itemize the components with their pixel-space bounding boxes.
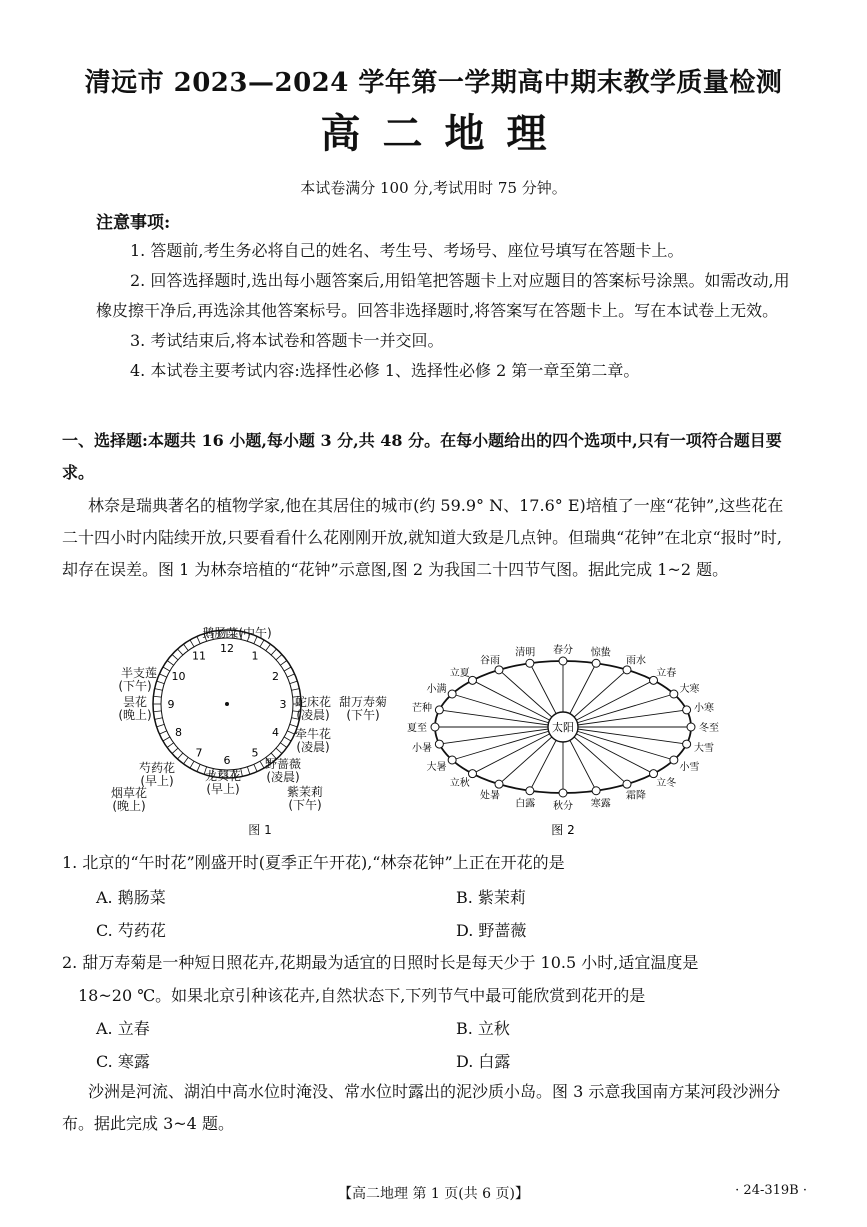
label-tanhua-time: (晚上): [118, 708, 152, 722]
solar-terms-diagram: [398, 640, 728, 840]
notice-item: 2. 回答选择题时,选出每小题答案后,用铅笔把答题卡上对应题目的答案标号涂黑。如需改动,用橡皮擦干净后,再选涂其他答案标号。回答非选择题时,将答案写在答题卡上。写在本试卷上无效。: [96, 271, 790, 320]
term-spoke: [563, 694, 674, 727]
term-label: 谷雨: [480, 655, 500, 667]
clock-tick: [260, 761, 264, 768]
label-longkui: 龙葵花: [204, 769, 242, 783]
clock-tick: [287, 674, 294, 677]
clock-tick: [159, 731, 166, 734]
term-point: [592, 659, 600, 667]
term-point: [468, 770, 476, 778]
clock-number: 4: [271, 726, 279, 739]
term-spoke: [452, 694, 563, 727]
clock-number: 3: [279, 698, 287, 711]
label-yeqiangwei: 野蔷薇: [264, 757, 302, 771]
clock-number: 5: [251, 746, 259, 760]
label-qianniu: 牵牛花: [294, 727, 332, 741]
term-spoke: [563, 710, 687, 727]
term-point: [559, 657, 567, 665]
term-point: [495, 780, 503, 788]
figure-2-caption: 图 2: [551, 823, 575, 837]
term-point: [526, 659, 534, 667]
label-qianniu-time: (凌晨): [296, 740, 330, 754]
term-label: 小暑: [411, 743, 432, 755]
term-label: 立夏: [449, 667, 470, 679]
clock-tick: [153, 696, 161, 697]
clock-tick: [280, 743, 286, 748]
clock-tick: [284, 737, 291, 741]
term-label: 霜降: [626, 790, 646, 802]
question-2-stem-cont: 18~20 ℃。如果北京引种该花卉,自然状态下,下列节气中最可能欣赏到花开的是: [78, 986, 646, 1005]
label-zimoli: 紫茉莉: [286, 785, 324, 799]
label-yancao: 烟草花: [110, 786, 148, 800]
flower-clock-diagram: [95, 622, 395, 840]
term-point: [448, 756, 456, 764]
label-longkui-time: (早上): [206, 782, 240, 796]
paper-code: · 24-319B ·: [735, 1183, 807, 1198]
clock-tick: [287, 731, 294, 734]
notice-item: 1. 答题前,考生务必将自己的姓名、考生号、考场号、座位号填写在答题卡上。: [130, 241, 684, 260]
clock-tick: [280, 661, 286, 666]
term-point: [623, 666, 631, 674]
q2-option-c[interactable]: C. 寒露: [96, 1052, 150, 1071]
clock-tick: [184, 644, 189, 650]
label-zimoli-time: (下午): [288, 798, 322, 812]
clock-tick: [276, 748, 282, 753]
clock-number: 10: [171, 670, 186, 683]
label-tianwanshouju: 甜万寿菊: [338, 695, 388, 709]
q2-option-a[interactable]: A. 立春: [96, 1019, 150, 1038]
term-spoke: [439, 710, 563, 727]
question-1-stem: 1. 北京的“午时花”刚盛开时(夏季正午开花),“林奈花钟”上正在开花的是: [62, 853, 565, 872]
notice-heading: 注意事项:: [96, 213, 171, 233]
clock-tick: [163, 667, 170, 671]
term-label: 处暑: [480, 790, 500, 802]
term-label: 寒露: [590, 798, 611, 810]
clock-tick: [172, 748, 178, 753]
label-banzhilian-time: (下午): [118, 679, 152, 693]
clock-tick: [247, 767, 249, 775]
notice-item: 4. 本试卷主要考试内容:选择性必修 1、选择性必修 2 第一章至第二章。: [130, 361, 640, 380]
notice-item: 3. 考试结束后,将本试卷和答题卡一并交回。: [130, 331, 444, 350]
clock-tick: [254, 764, 257, 771]
clock-tick: [197, 764, 200, 771]
q1-option-a[interactable]: A. 鹅肠菜: [96, 888, 166, 907]
term-label: 芒种: [411, 702, 432, 714]
term-label: 秋分: [553, 801, 573, 812]
term-label: 大暑: [426, 762, 447, 773]
term-label: 大雪: [694, 743, 715, 755]
clock-tick: [284, 667, 291, 671]
label-shaoyao: 芍药花: [138, 761, 176, 775]
clock-tick: [266, 644, 271, 650]
term-label: 惊蛰: [590, 647, 611, 659]
section-heading: 一、选择题:本题共 16 小题,每小题 3 分,共 48 分。在每小题给出的四个选项中,只有一项符合题目要求。: [62, 431, 782, 482]
label-banzhilian: 半支莲: [120, 666, 158, 680]
term-point: [683, 740, 691, 748]
term-point: [623, 780, 631, 788]
term-label: 大寒: [679, 684, 700, 695]
term-label: 小满: [426, 684, 447, 695]
clock-tick: [271, 649, 276, 655]
clock-tick: [153, 711, 161, 712]
clock-number: 6: [223, 754, 231, 767]
term-point: [592, 787, 600, 795]
clock-number: 8: [175, 726, 183, 739]
term-point: [526, 787, 534, 795]
q2-option-d[interactable]: D. 白露: [456, 1052, 511, 1071]
clock-tick: [155, 718, 163, 720]
label-tianwanshouju-time: (下午): [346, 708, 380, 722]
notice-list: [96, 236, 796, 386]
figure-2: [398, 640, 728, 840]
term-point: [559, 789, 567, 797]
term-point: [650, 770, 658, 778]
label-shaoyao-time: (早上): [140, 774, 174, 788]
term-spoke: [563, 727, 687, 744]
sun-label: 太阳: [552, 721, 574, 734]
passage-2: [62, 1076, 797, 1140]
term-point: [495, 666, 503, 674]
clock-number: 1: [251, 649, 259, 663]
clock-tick: [197, 636, 200, 643]
clock-number: 2: [271, 670, 279, 683]
term-point: [687, 723, 695, 731]
term-label: 雨水: [626, 655, 646, 667]
term-label: 春分: [553, 645, 573, 656]
clock-tick: [177, 649, 182, 655]
passage-1: [62, 490, 797, 586]
term-label: 立春: [656, 667, 677, 679]
term-point: [670, 690, 678, 698]
term-spoke: [563, 727, 674, 760]
term-label: 小寒: [694, 702, 715, 714]
label-shechuang: 蛇床花: [294, 695, 332, 709]
clock-tick: [167, 661, 173, 666]
clock-tick: [190, 761, 194, 768]
clock-tick: [172, 654, 178, 659]
term-label: 冬至: [699, 723, 719, 734]
figure-1: [95, 622, 395, 840]
term-point: [435, 706, 443, 714]
clock-tick: [190, 640, 194, 647]
clock-tick: [177, 753, 182, 759]
term-label: 清明: [515, 647, 536, 659]
question-2-stem: 2. 甜万寿菊是一种短日照花卉,花期最为适宜的日照时长是每天少于 10.5 小时,适宜温度是: [62, 953, 699, 972]
clock-tick: [167, 743, 173, 748]
q1-option-c[interactable]: C. 芍药花: [96, 921, 166, 940]
exam-title: 清远市 2023—2024 学年第一学期高中期末教学质量检测: [84, 68, 783, 98]
clock-tick: [276, 654, 282, 659]
term-point: [435, 740, 443, 748]
clock-tick: [292, 689, 300, 691]
page-footer: 【高二地理 第 1 页(共 6 页)】: [338, 1186, 529, 1202]
clock-tick: [184, 757, 189, 763]
clock-number: 7: [195, 746, 203, 760]
label-shechuang-time: (凌晨): [296, 708, 330, 722]
clock-number: 12: [220, 642, 234, 655]
clock-tick: [260, 640, 264, 647]
clock-tick: [163, 737, 170, 741]
term-spoke: [439, 727, 563, 744]
label-tanhua: 昙花: [122, 695, 148, 709]
q2-option-b[interactable]: B. 立秋: [456, 1019, 510, 1038]
label-yancao-time: (晚上): [112, 799, 146, 813]
passage-text: 林奈是瑞典著名的植物学家,他在其居住的城市(约 59.9° N、17.6° E)培植了一座“花钟”,这些花在二十四小时内陆续开放,只要看看什么花刚刚开放,就知道大致是几点钟。但瑞典“花钟”在北京“报时”时,却存在误差。图 1 为林奈培植的“花钟”示意图,图 2 为我国二十四节气图。据此完成 1~2 题。: [62, 496, 784, 579]
term-label: 立秋: [449, 778, 470, 790]
term-label: 夏至: [407, 723, 427, 734]
clock-tick: [157, 681, 165, 683]
q1-option-d[interactable]: D. 野蔷薇: [456, 921, 527, 940]
clock-number: 11: [192, 649, 206, 663]
exam-info: 本试卷满分 100 分,考试用时 75 分钟。: [300, 179, 567, 197]
term-point: [683, 706, 691, 714]
label-yeqiangwei-time: (凌晨): [266, 770, 300, 784]
figure-1-caption: 图 1: [248, 823, 272, 837]
clock-tick: [159, 674, 166, 677]
term-label: 白露: [515, 798, 536, 810]
passage-text: 沙洲是河流、湖泊中高水位时淹没、常水位时露出的泥沙质小岛。图 3 示意我国南方某河段沙洲分布。据此完成 3~4 题。: [62, 1082, 781, 1133]
term-spoke: [452, 727, 563, 760]
term-point: [431, 723, 439, 731]
label-echangcai: 鹅肠菜(中午): [202, 626, 272, 640]
clock-number: 9: [167, 698, 175, 711]
subject-title: 高二地理: [320, 110, 569, 157]
clock-tick: [155, 689, 163, 691]
term-label: 小雪: [679, 762, 700, 773]
clock-tick: [290, 681, 298, 683]
term-point: [448, 690, 456, 698]
term-point: [670, 756, 678, 764]
clock-tick: [157, 724, 165, 726]
term-label: 立冬: [656, 778, 677, 790]
q1-option-b[interactable]: B. 紫茉莉: [456, 888, 526, 907]
